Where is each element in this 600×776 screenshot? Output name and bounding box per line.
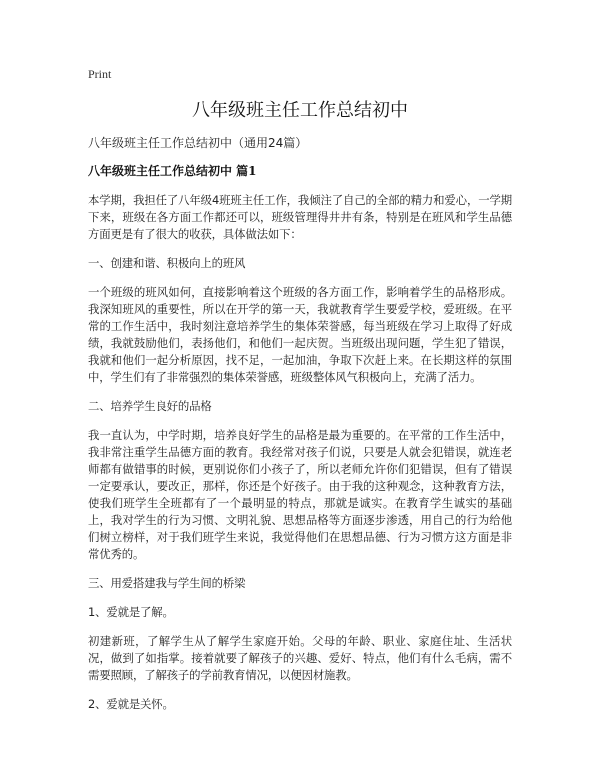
document-subtitle: 八年级班主任工作总结初中（通用24篇） <box>88 136 308 150</box>
heading-class-spirit: 一、创建和谐、积极向上的班风 <box>88 256 246 270</box>
subheading-understanding: 1、爱就是了解。 <box>88 605 174 619</box>
character-paragraph: 我一直认为，中学时期，培养良好学生的品格是最为重要的。在平常的工作生活中，我非常注重学生品德方面的教育。我经常对孩子们说，只要是人就会犯错误，就连老师都有做错事的时候，更别说你们小孩子了，所以老师允许你们犯错误，但有了错误一定要承认，要改正，那样，你还是个好孩子。由于我的这种观念，这种教育方法，使我们班学生全班都有了一个最明显的特点，那就是诚实。在教育学生诚实的基础上，我对学生的行为习惯、文明礼貌、思想品格等方面逐步渗透，用自己的行为给他们树立榜样，对于我们班学生来说，我觉得他们在思想品德、行为习惯方这方面是非常优秀的。 <box>88 428 512 561</box>
heading-bridge: 三、用爱搭建我与学生间的桥梁 <box>88 576 246 590</box>
subheading-care: 2、爱就是关怀。 <box>88 697 174 711</box>
section-heading: 八年级班主任工作总结初中 篇1 <box>88 164 257 178</box>
understanding-paragraph: 初建新班，了解学生从了解学生家庭开始。父母的年龄、职业、家庭住址、生活状况，做到了如指掌。接着就要了解孩子的兴趣、爱好、特点，他们有什么毛病，需不需要照顾，了解孩子的学前教育情况，以便因材施教。 <box>88 634 512 682</box>
class-spirit-paragraph: 一个班级的班风如何，直接影响着这个班级的各方面工作，影响着学生的品格形成。我深知班风的重要性，所以在开学的第一天，我就教育学生要爱学校，爱班级。在平常的工作生活中，我时刻注意培养学生的集体荣誉感，每当班级在学习上取得了好成绩，我就鼓励他们，表扬他们，和他们一起庆贺。当班级出现问题，学生犯了错误，我就和他们一起分析原因，找不足，一起加油，争取下次赶上来。在长期这样的氛围中，学生们有了非常强烈的集体荣誉感，班级整体风气积极向上，充满了活力。 <box>88 285 512 384</box>
heading-character: 二、培养学生良好的品格 <box>88 399 212 413</box>
print-link[interactable]: Print <box>88 67 112 81</box>
intro-paragraph: 本学期，我担任了八年级4班班主任工作，我倾注了自己的全部的精力和爱心，一学期下来，班级在各方面工作都还可以，班级管理得井井有条，特别是在班风和学生品德方面更是有了很大的收获，具体做法如下： <box>88 193 512 241</box>
page-title: 八年级班主任工作总结初中 <box>192 100 408 121</box>
